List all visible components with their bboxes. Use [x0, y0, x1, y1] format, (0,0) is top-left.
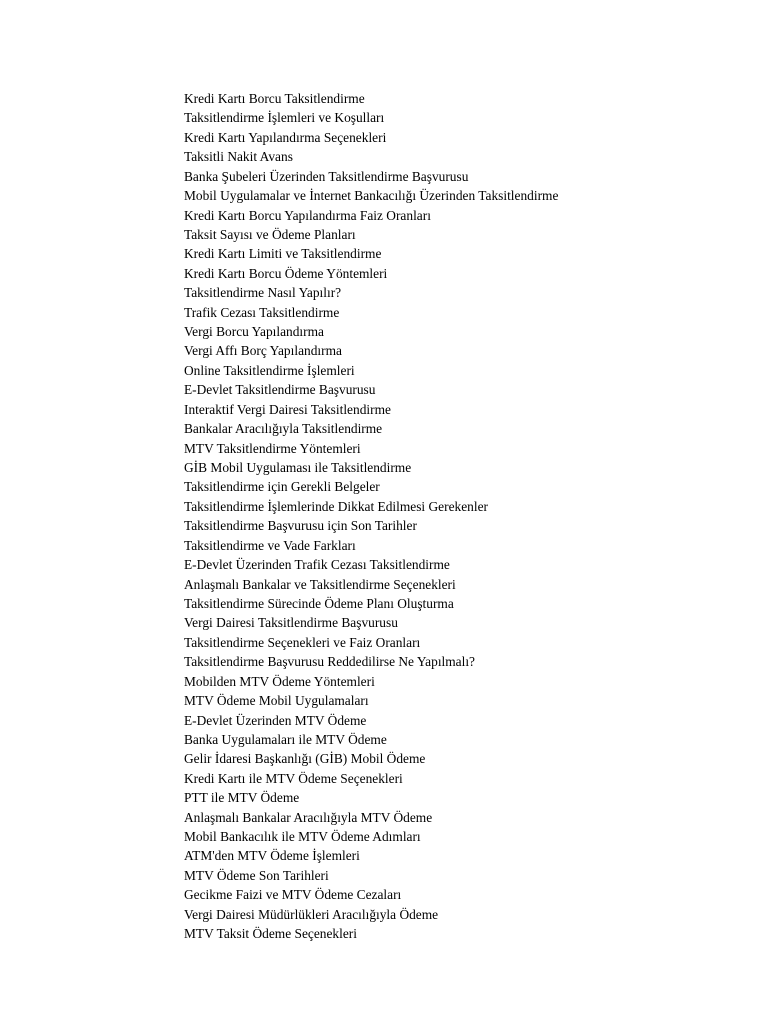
list-item: E-Devlet Üzerinden Trafik Cezası Taksitlendirme	[184, 557, 450, 573]
list-item: Taksitlendirme için Gerekli Belgeler	[184, 479, 380, 495]
list-item: MTV Ödeme Mobil Uygulamaları	[184, 693, 369, 709]
list-item: ATM'den MTV Ödeme İşlemleri	[184, 848, 360, 864]
list-item: Taksitlendirme Seçenekleri ve Faiz Oranları	[184, 634, 421, 650]
list-item: Kredi Kartı Borcu Taksitlendirme	[184, 91, 365, 106]
list-item: Taksitlendirme ve Vade Farkları	[184, 537, 356, 553]
list-item: Kredi Kartı Limiti ve Taksitlendirme	[184, 246, 382, 262]
list-item: Banka Şubeleri Üzerinden Taksitlendirme Başvurusu	[184, 168, 469, 184]
list-item: Mobilden MTV Ödeme Yöntemleri	[184, 673, 375, 689]
list-item: MTV Taksit Ödeme Seçenekleri	[184, 926, 357, 942]
list-item: Gecikme Faizi ve MTV Ödeme Cezaları	[184, 887, 402, 903]
list-item: PTT ile MTV Ödeme	[184, 790, 300, 806]
list-item: Trafik Cezası Taksitlendirme	[184, 304, 340, 320]
list-item: Vergi Dairesi Taksitlendirme Başvurusu	[184, 615, 398, 631]
list-item: MTV Taksitlendirme Yöntemleri	[184, 440, 361, 456]
list-item: Taksitlendirme İşlemleri ve Koşulları	[184, 110, 385, 126]
list-item: Vergi Borcu Yapılandırma	[184, 324, 324, 340]
list-item: Anlaşmalı Bankalar Aracılığıyla MTV Ödeme	[184, 809, 433, 825]
list-item: Vergi Dairesi Müdürlükleri Aracılığıyla Ödeme	[184, 906, 439, 922]
list-item: E-Devlet Üzerinden MTV Ödeme	[184, 712, 367, 728]
list-item: Kredi Kartı Yapılandırma Seçenekleri	[184, 129, 387, 145]
list-item: Taksitlendirme Başvurusu Reddedilirse Ne Yapılmalı?	[184, 654, 476, 670]
list-item: Interaktif Vergi Dairesi Taksitlendirme	[184, 401, 391, 417]
list-item: Banka Uygulamaları ile MTV Ödeme	[184, 731, 387, 747]
list-item: Mobil Uygulamalar ve İnternet Bankacılığı Üzerinden Taksitlendirme	[184, 188, 559, 204]
list-item: Anlaşmalı Bankalar ve Taksitlendirme Seçenekleri	[184, 576, 456, 592]
list-item: Taksitlendirme İşlemlerinde Dikkat Edilmesi Gerekenler	[184, 498, 488, 514]
list-item: Taksitlendirme Başvurusu için Son Tarihler	[184, 518, 417, 534]
list-item: Gelir İdaresi Başkanlığı (GİB) Mobil Ödeme	[184, 751, 426, 767]
list-item: Online Taksitlendirme İşlemleri	[184, 362, 355, 378]
list-item: Vergi Affı Borç Yapılandırma	[184, 343, 342, 359]
list-item: Kredi Kartı Borcu Ödeme Yöntemleri	[184, 265, 388, 281]
list-item: E-Devlet Taksitlendirme Başvurusu	[184, 382, 376, 398]
list-item: MTV Ödeme Son Tarihleri	[184, 867, 329, 883]
list-item: Bankalar Aracılığıyla Taksitlendirme	[184, 421, 383, 437]
list-item: Taksitlendirme Nasıl Yapılır?	[184, 285, 342, 301]
list-item: Taksitlendirme Sürecinde Ödeme Planı Oluşturma	[184, 595, 454, 611]
list-item: Kredi Kartı Borcu Yapılandırma Faiz Oranları	[184, 207, 431, 223]
heading-list	[184, 89, 558, 944]
list-item: Taksitli Nakit Avans	[184, 149, 293, 165]
list-item: Kredi Kartı ile MTV Ödeme Seçenekleri	[184, 770, 403, 786]
list-item: GİB Mobil Uygulaması ile Taksitlendirme	[184, 460, 412, 476]
list-item: Taksit Sayısı ve Ödeme Planları	[184, 226, 356, 242]
list-item: Mobil Bankacılık ile MTV Ödeme Adımları	[184, 829, 421, 845]
